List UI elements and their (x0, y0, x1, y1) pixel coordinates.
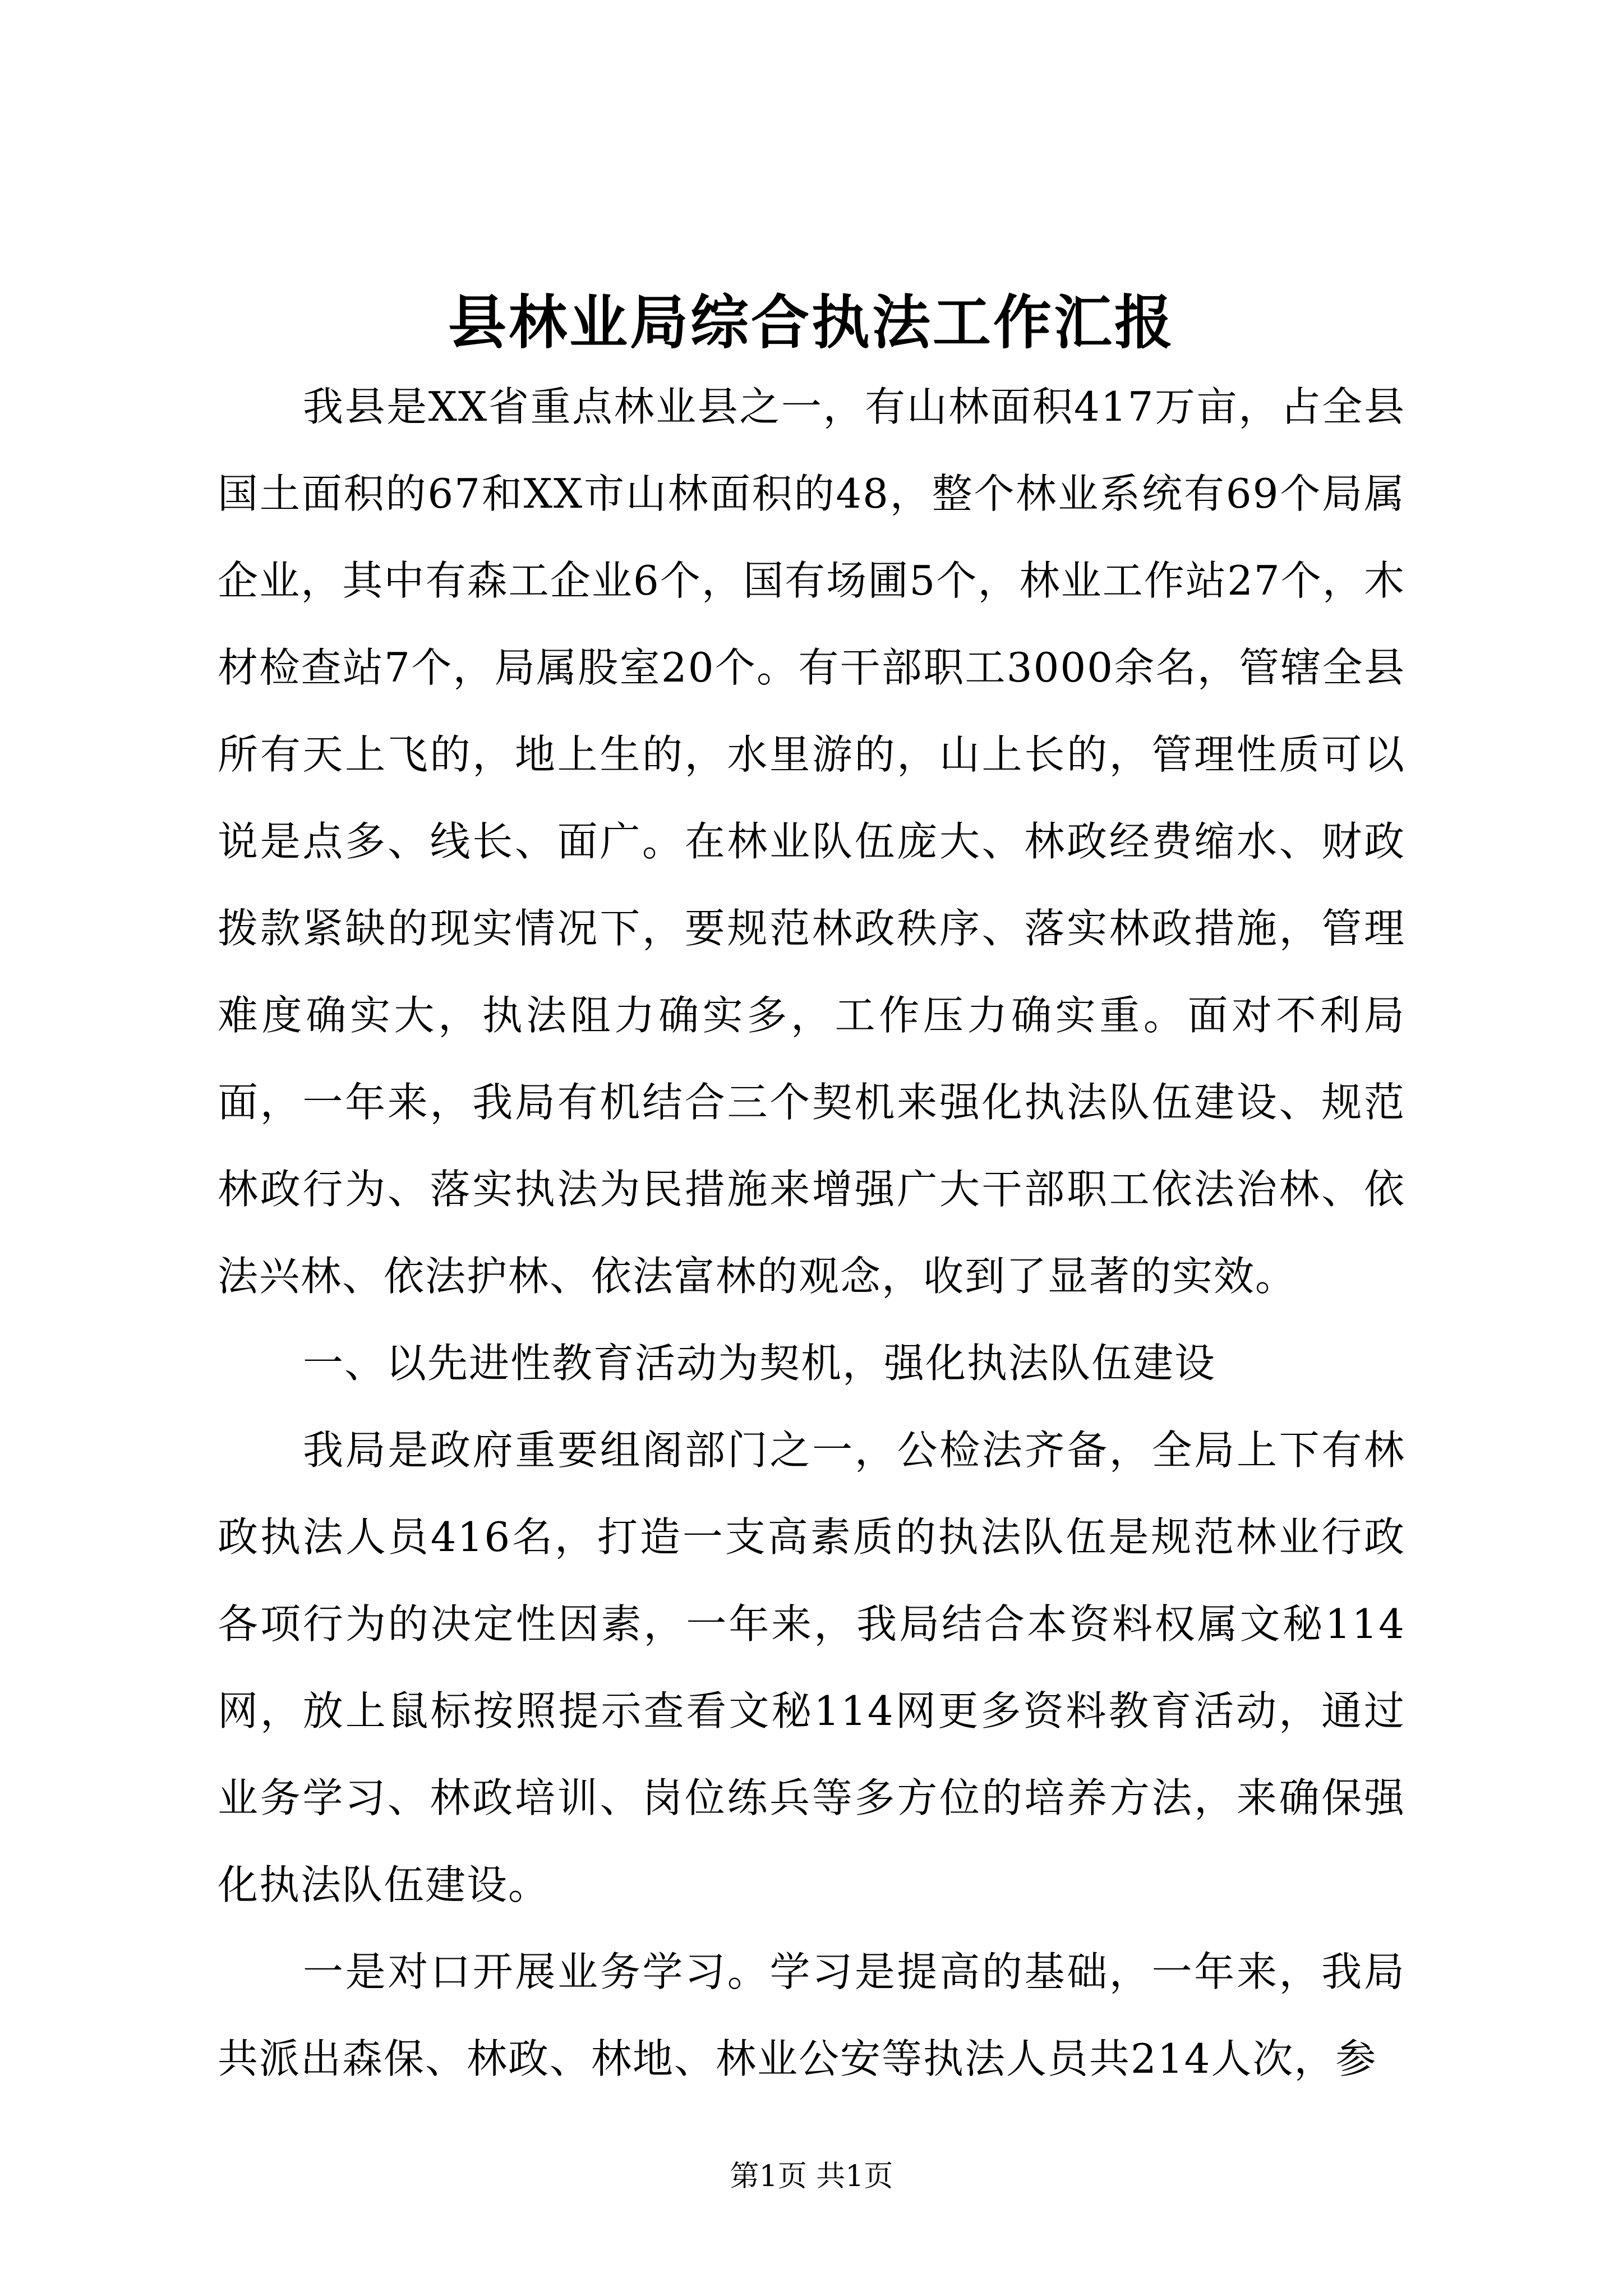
document-body (218, 364, 1405, 2102)
paragraph-section-1: 我局是政府重要组阁部门之一，公检法齐备，全局上下有林政执法人员416名，打造一支高素质的执法队伍是规范林业行政各项行为的决定性因素，一年来，我局结合本资料权属文秘114网，放上鼠标按照提示查看文秘114网更多资料教育活动，通过业务学习、林政培训、岗位练兵等多方位的培养方法，来确保强化执法队伍建设。 (218, 1427, 1405, 1908)
paragraph-intro: 我县是XX省重点林业县之一，有山林面积417万亩，占全县国土面积的67和XX市山林面积的48，整个林业系统有69个局属企业，其中有森工企业6个，国有场圃5个，林业工作站27个，木材检查站7个，局属股室20个。有干部职工3000余名，管辖全县所有天上飞的，地上生的，水里游的，山上长的，管理性质可以说是点多、线长、面广。在林业队伍庞大、林政经费缩水、财政拨款紧缺的现实情况下，要规范林政秩序、落实林政措施，管理难度确实大，执法阻力确实多，工作压力确实重。面对不利局面，一年来，我局有机结合三个契机来强化执法队伍建设、规范林政行为、落实执法为民措施来增强广大干部职工依法治林、依法兴林、依法护林、依法富林的观念，收到了显著的实效。 (218, 383, 1405, 1300)
document-title: 县林业局综合执法工作汇报 (448, 288, 1175, 357)
paragraph-study: 一是对口开展业务学习。学习是提高的基础，一年来，我局共派出森保、林政、林地、林业公安等执法人员共214人次，参 (218, 1948, 1405, 2082)
section-heading-1: 一、以先进性教育活动为契机，强化执法队伍建设 (303, 1340, 1216, 1387)
page-footer: 第1页 共1页 (730, 2160, 893, 2193)
